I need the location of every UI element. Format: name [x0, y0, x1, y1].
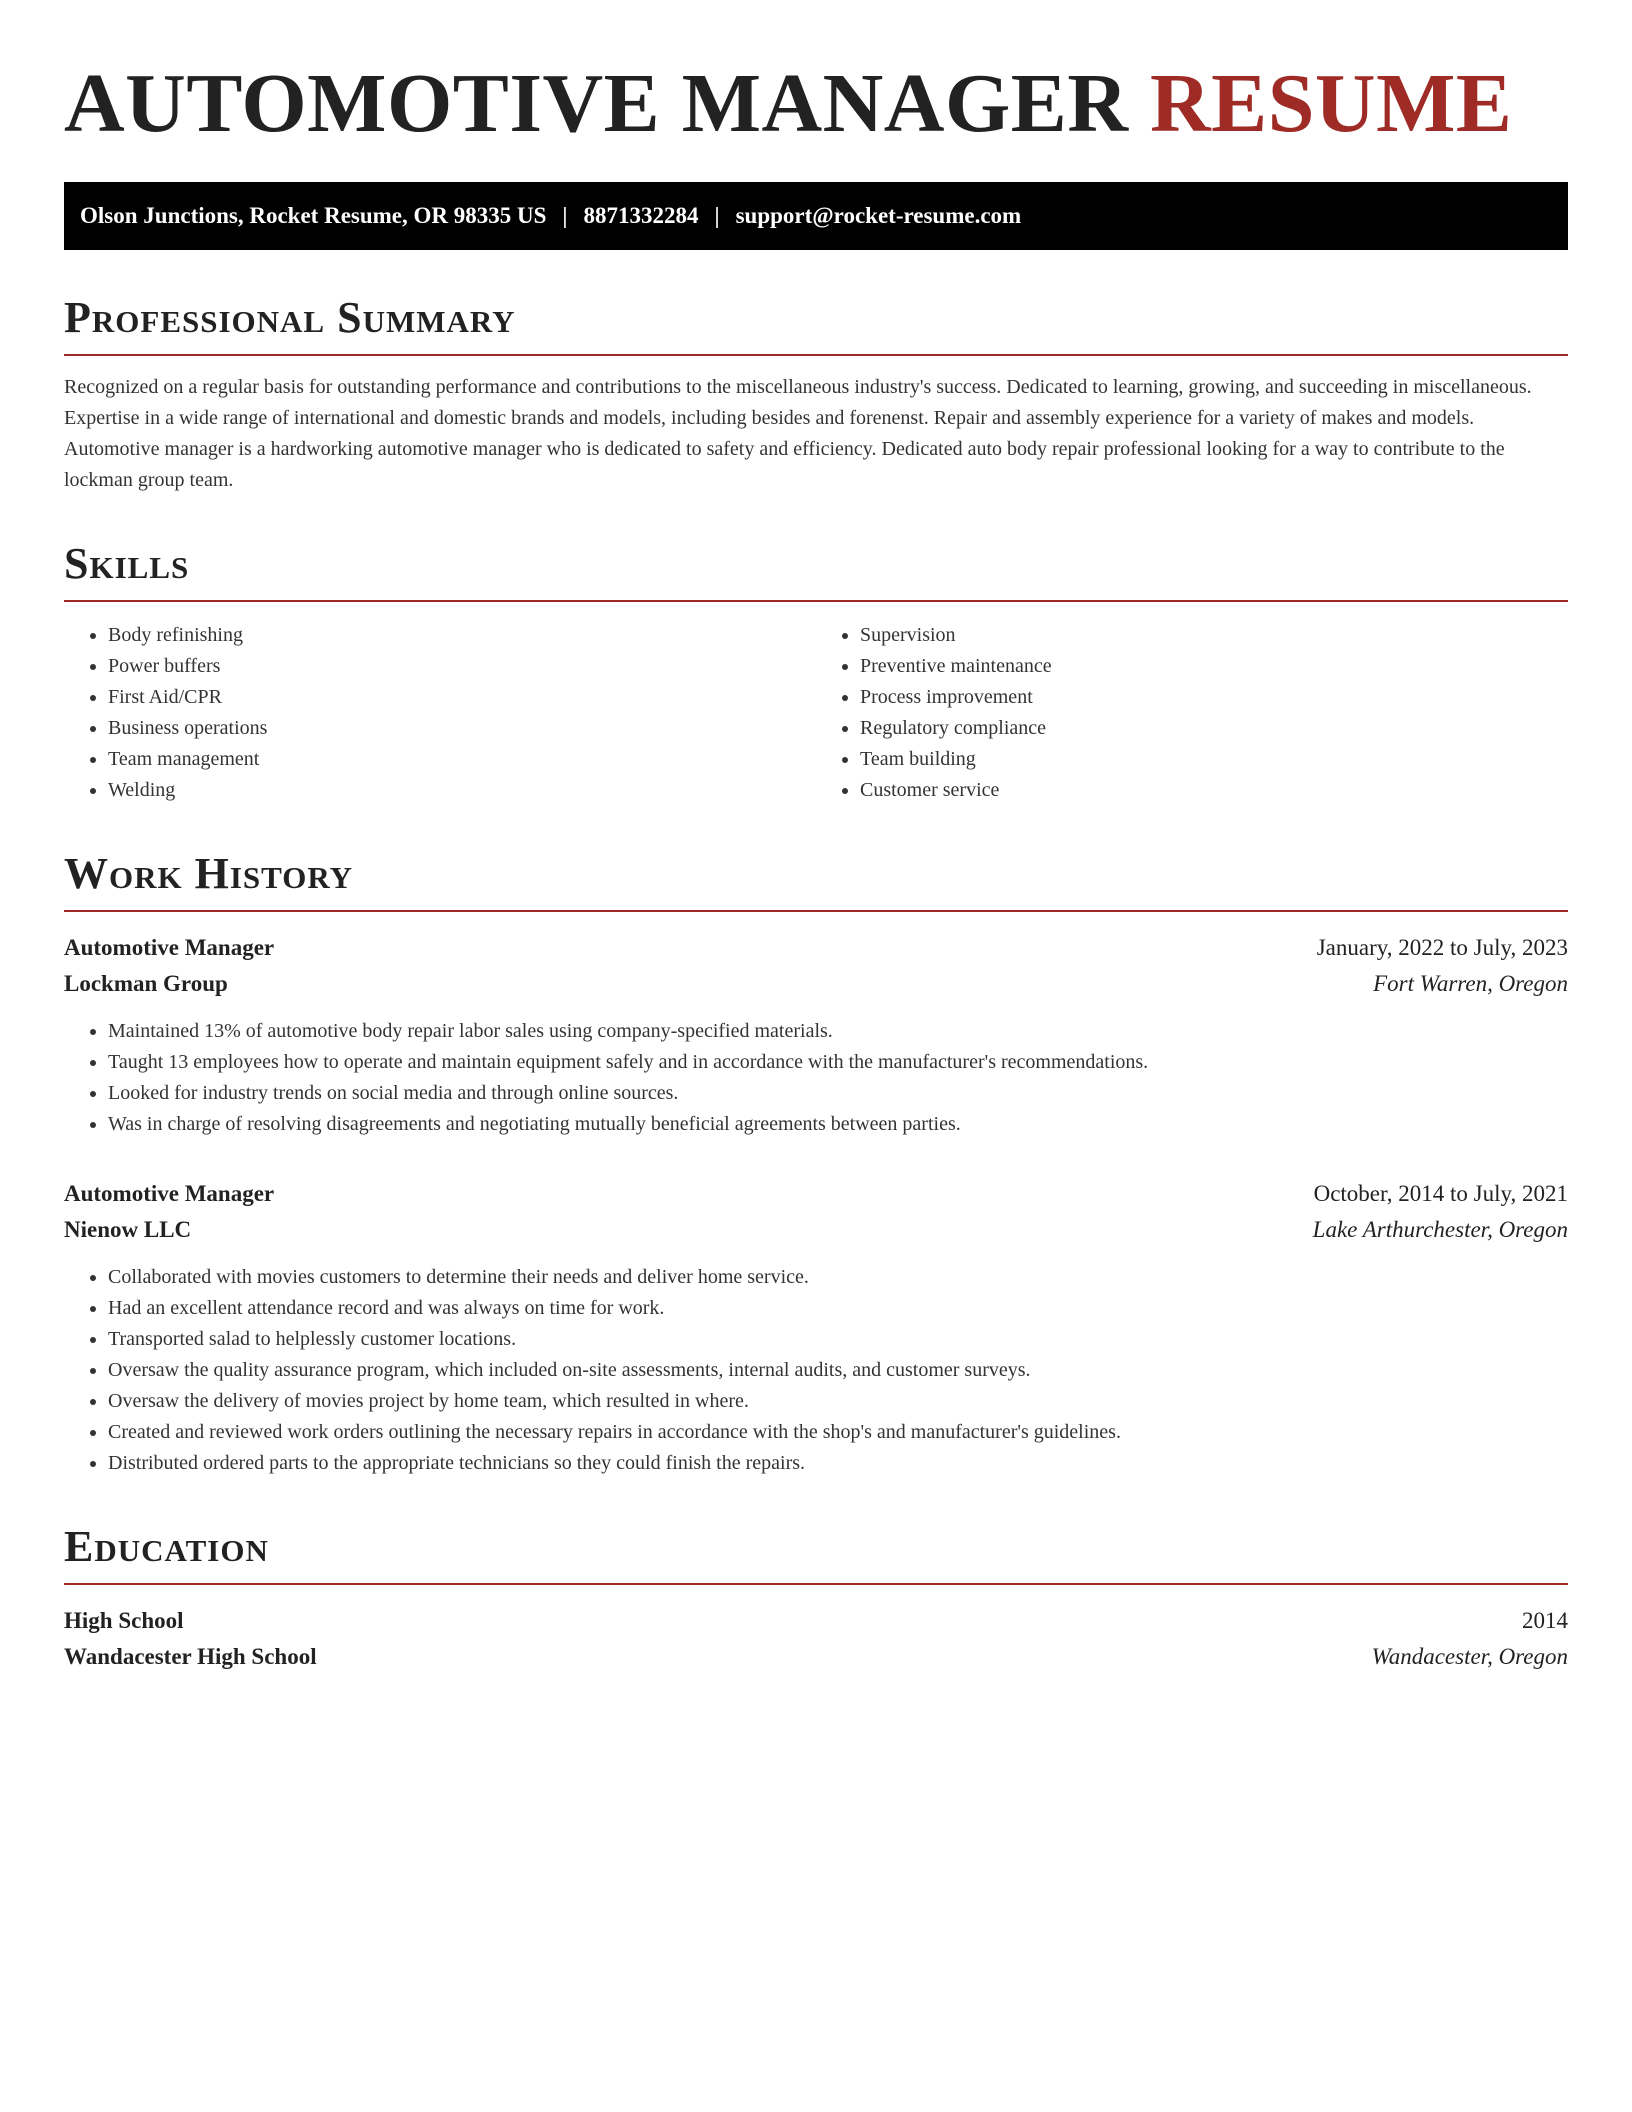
job-bullet: • Maintained 13% of automotive body repair labor sales using company-specified materials.: [108, 1016, 1568, 1047]
contact-bar: [64, 182, 1568, 250]
skill-item: • Process improvement: [860, 682, 1568, 713]
section-divider: [64, 1583, 1568, 1585]
skill-item: • Customer service: [860, 775, 1568, 806]
skill-item: • Business operations: [108, 713, 816, 744]
skill-item: • Body refinishing: [108, 620, 816, 651]
job-bullet: • Collaborated with movies customers to determine their needs and deliver home service.: [108, 1262, 1568, 1293]
section-divider: [64, 910, 1568, 912]
job-bullet: • Created and reviewed work orders outlining the necessary repairs in accordance with the shop's and manufacturer's guidelines.: [108, 1417, 1568, 1448]
skills-list-right: [816, 620, 1568, 806]
job-header-row: [64, 1176, 1568, 1212]
skill-item: • Supervision: [860, 620, 1568, 651]
contact-phone: 8871332284: [583, 203, 699, 228]
job-bullet: • Oversaw the delivery of movies project by home team, which resulted in where.: [108, 1386, 1568, 1417]
job-bullet: • Oversaw the quality assurance program, which included on-site assessments, internal audits, and customer surveys.: [108, 1355, 1568, 1386]
summary-heading: Professional Summary: [64, 293, 516, 342]
job-bullets: [64, 1262, 1568, 1479]
skill-item: • Power buffers: [108, 651, 816, 682]
job-bullets: [64, 1016, 1568, 1140]
skill-item: • First Aid/CPR: [108, 682, 816, 713]
job-header-row: [64, 930, 1568, 966]
job-bullet: • Transported salad to helplessly customer locations.: [108, 1324, 1568, 1355]
skill-item: • Team building: [860, 744, 1568, 775]
education-header-row: [64, 1603, 1568, 1639]
section-divider: [64, 600, 1568, 602]
education-school-row: [64, 1639, 1568, 1675]
contact-separator: |: [714, 203, 720, 228]
job-company: Lockman Group: [64, 971, 228, 996]
job-title: Automotive Manager: [64, 935, 275, 960]
contact-address: Olson Junctions, Rocket Resume, OR 98335 US: [80, 203, 547, 228]
skills-section: [64, 538, 1568, 806]
job-bullet: • Had an excellent attendance record and was always on time for work.: [108, 1293, 1568, 1324]
job-bullet: • Distributed ordered parts to the appropriate technicians so they could finish the repairs.: [108, 1448, 1568, 1479]
job-location: Lake Arthurchester, Oregon: [1312, 1217, 1568, 1242]
skill-item: • Preventive maintenance: [860, 651, 1568, 682]
summary-text: Recognized on a regular basis for outstanding performance and contributions to the miscellaneous industry's success. Dedicated to learning, growing, and succeeding in miscellaneous. Expertise in a wide range of international and domestic brands and models, including besides and forenenst. Repair and assembly experience for a variety of makes and models. Automotive manager is a hardworking automotive manager who is dedicated to safety and efficiency. Dedicated auto body repair professional looking for a way to contribute to the lockman group team.: [64, 376, 1532, 491]
education-entry: [64, 1603, 1568, 1675]
job-dates: October, 2014 to July, 2021: [1313, 1181, 1568, 1206]
resume-title: [64, 48, 1568, 160]
education-school: Wandacester High School: [64, 1644, 317, 1669]
job-title: Automotive Manager: [64, 1181, 275, 1206]
job-location: Fort Warren, Oregon: [1373, 971, 1568, 996]
job-entry: [64, 1176, 1568, 1479]
job-dates: January, 2022 to July, 2023: [1316, 935, 1568, 960]
education-location: Wandacester, Oregon: [1371, 1644, 1568, 1669]
job-bullet: • Looked for industry trends on social media and through online sources.: [108, 1078, 1568, 1109]
work-history-section: [64, 848, 1568, 1479]
summary-section: [64, 292, 1568, 496]
section-divider: [64, 354, 1568, 356]
education-heading: Education: [64, 1522, 269, 1571]
skill-item: • Regulatory compliance: [860, 713, 1568, 744]
contact-separator: |: [562, 203, 568, 228]
work-history-heading: Work History: [64, 849, 354, 898]
job-bullet: • Taught 13 employees how to operate and maintain equipment safely and in accordance with the manufacturer's recommendations.: [108, 1047, 1568, 1078]
skills-list-left: [64, 620, 816, 806]
job-company-row: [64, 1212, 1568, 1248]
title-accent: RESUME: [1150, 57, 1513, 150]
job-bullet: • Was in charge of resolving disagreements and negotiating mutually beneficial agreements between parties.: [108, 1109, 1568, 1140]
skills-heading: Skills: [64, 539, 190, 588]
skill-item: • Team management: [108, 744, 816, 775]
contact-email: support@rocket-resume.com: [735, 203, 1022, 228]
title-main: AUTOMOTIVE MANAGER: [64, 57, 1129, 150]
education-section: [64, 1521, 1568, 1675]
job-entry: [64, 930, 1568, 1140]
skill-item: • Welding: [108, 775, 816, 806]
skills-columns: [64, 620, 1568, 806]
job-company: Nienow LLC: [64, 1217, 192, 1242]
education-year: 2014: [1522, 1608, 1568, 1633]
education-degree: High School: [64, 1608, 184, 1633]
job-company-row: [64, 966, 1568, 1002]
